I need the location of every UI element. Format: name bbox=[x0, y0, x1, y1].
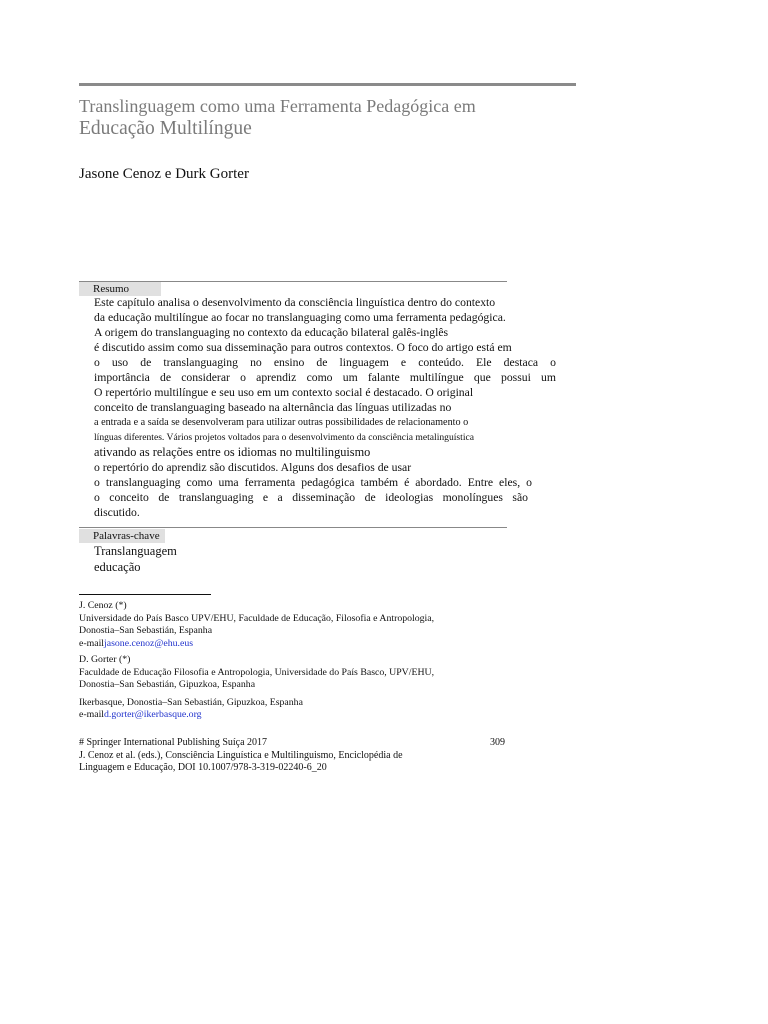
abstract-line: importância de considerar o aprendiz como um falante multilíngue que possui um bbox=[94, 371, 556, 384]
abstract-line: A origem do translanguaging no contexto da educação bilateral galês-inglês bbox=[94, 326, 449, 339]
footnote-rule bbox=[79, 594, 211, 595]
keyword-item: Translanguagem bbox=[94, 544, 177, 558]
author-name: J. Cenoz (*) bbox=[79, 600, 127, 611]
citation-line: J. Cenoz et al. (eds.), Consciência Linguística e Multilinguismo, Enciclopédia de bbox=[79, 749, 403, 761]
abstract-line: O repertório multilíngue e seu uso em um contexto social é destacado. O original bbox=[94, 386, 474, 399]
email-link[interactable]: jasone.cenoz@ehu.eus bbox=[104, 637, 194, 649]
keyword-item: educação bbox=[94, 560, 141, 574]
affiliation-gorter bbox=[79, 654, 434, 722]
title-line-2: Educação Multilíngue bbox=[79, 118, 252, 139]
affiliation-line: Ikerbasque, Donostia–San Sebastián, Gipuzkoa, Espanha bbox=[79, 696, 303, 708]
email-line bbox=[79, 709, 434, 722]
abstract-line: é discutido assim como sua disseminação para outros contextos. O foco do artigo está em bbox=[94, 341, 512, 354]
abstract-line: conceito de translanguaging baseado na alternância das línguas utilizadas no bbox=[94, 401, 452, 414]
abstract-body bbox=[94, 295, 556, 520]
affiliation-line: Faculdade de Educação Filosofia e Antropologia, Universidade do País Basco, UPV/EHU, bbox=[79, 666, 435, 678]
abstract-line: discutido. bbox=[94, 506, 140, 519]
email-link[interactable]: d.gorter@ikerbasque.org bbox=[104, 709, 202, 720]
abstract-line: o repertório do aprendiz são discutidos. Alguns dos desafios de usar bbox=[94, 461, 412, 474]
abstract-line: a entrada e a saída se desenvolveram para utilizar outras possibilidades de relacionamento o bbox=[94, 417, 469, 428]
affiliation-line: Donostia–San Sebastián, Gipuzkoa, Espanha bbox=[79, 679, 256, 690]
email-prefix: e-mail bbox=[79, 709, 105, 720]
chapter-title bbox=[79, 95, 579, 141]
abstract-line: da educação multilíngue ao focar no translanguaging como uma ferramenta pedagógica. bbox=[94, 311, 506, 324]
email-line bbox=[79, 638, 434, 651]
copyright-footer bbox=[79, 737, 509, 775]
abstract-line: Este capítulo analisa o desenvolvimento da consciência linguística dentro do contexto bbox=[94, 296, 496, 309]
affiliation-line: Donostia–San Sebastián, Espanha bbox=[79, 625, 213, 636]
keywords-list bbox=[94, 543, 177, 575]
authors: Jasone Cenoz e Durk Gorter bbox=[79, 166, 249, 182]
abstract-line: línguas diferentes. Vários projetos voltados para o desenvolvimento da consciência metalinguística bbox=[94, 432, 475, 443]
keywords-rule bbox=[79, 527, 507, 528]
abstract-line: o uso de translanguaging no ensino de linguagem e conteúdo. Ele destaca o bbox=[94, 356, 556, 369]
abstract-line: o conceito de translanguaging e a disseminação de ideologias monolíngues são bbox=[94, 491, 528, 504]
affiliation-cenoz bbox=[79, 600, 434, 650]
email-prefix: e-mail bbox=[79, 637, 105, 649]
author-name: D. Gorter (*) bbox=[79, 654, 131, 665]
title-line-1: Translinguagem como uma Ferramenta Pedagógica em bbox=[79, 96, 476, 116]
copyright-line: # Springer International Publishing Suíça 2017 bbox=[79, 737, 268, 748]
page-number: 309 bbox=[490, 737, 505, 748]
abstract-label: Resumo bbox=[79, 282, 161, 296]
top-rule bbox=[79, 83, 576, 86]
abstract-line: o translanguaging como uma ferramenta pedagógica também é abordado. Entre eles, o bbox=[94, 476, 532, 489]
citation-line: Linguagem e Educação, DOI 10.1007/978-3-319-02240-6_20 bbox=[79, 762, 327, 773]
keywords-label: Palavras-chave bbox=[79, 529, 165, 543]
affiliation-line: Universidade do País Basco UPV/EHU, Faculdade de Educação, Filosofia e Antropologia, bbox=[79, 612, 435, 624]
abstract-line: ativando as relações entre os idiomas no multilinguismo bbox=[94, 445, 371, 459]
